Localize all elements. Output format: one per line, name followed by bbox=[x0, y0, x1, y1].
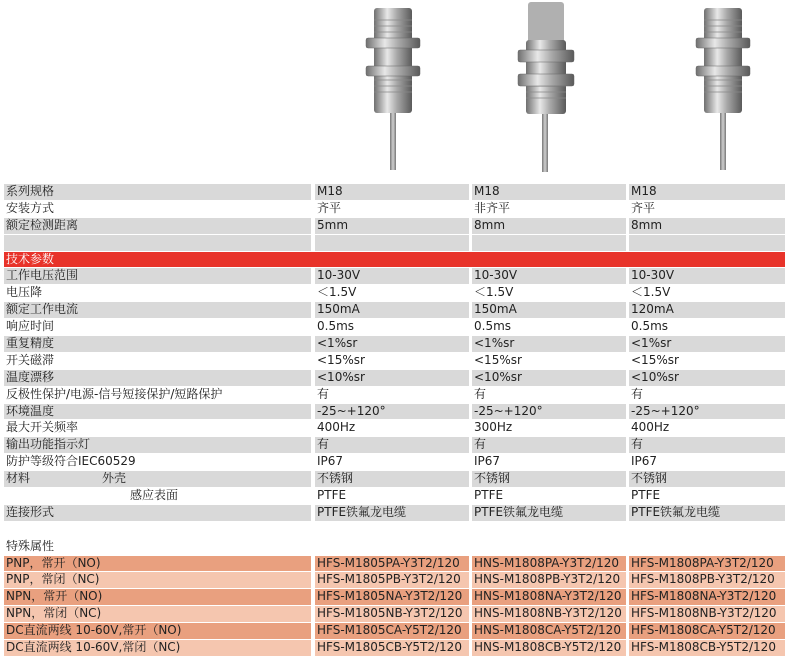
row-value: 8mm bbox=[472, 218, 626, 234]
row-value: 齐平 bbox=[315, 201, 469, 217]
row-value: 150mA bbox=[472, 302, 626, 318]
row-value: 150mA bbox=[315, 302, 469, 318]
row-label: DC直流两线 10-60V,常开（NO) bbox=[4, 623, 311, 639]
row-value: HNS-M1808PB-Y3T2/120 bbox=[472, 572, 626, 588]
row-value: M18 bbox=[472, 184, 626, 200]
table-row bbox=[4, 454, 785, 471]
table-row bbox=[4, 488, 785, 505]
row-value: 400Hz bbox=[629, 420, 785, 436]
row-value: 有 bbox=[629, 387, 785, 403]
table-row bbox=[4, 404, 785, 421]
row-value: -25~+120° bbox=[629, 404, 785, 420]
row-label: PNP，常开（NO) bbox=[4, 556, 311, 572]
sensor-image-flush-8mm bbox=[684, 0, 764, 180]
row-label bbox=[4, 522, 311, 538]
row-value: HFS-M1808CA-Y5T2/120 bbox=[629, 623, 785, 639]
row-label: 额定工作电流 bbox=[4, 302, 311, 318]
table-row bbox=[4, 235, 785, 252]
row-value: HFS-M1805CA-Y5T2/120 bbox=[315, 623, 469, 639]
row-value: HNS-M1808CB-Y5T2/120 bbox=[472, 640, 626, 656]
table-row bbox=[4, 201, 785, 218]
row-value: 齐平 bbox=[629, 201, 785, 217]
row-value bbox=[472, 522, 626, 538]
row-value: HFS-M1808PB-Y3T2/120 bbox=[629, 572, 785, 588]
row-label: 电压降 bbox=[4, 285, 311, 301]
row-value: IP67 bbox=[472, 454, 626, 470]
row-label: 温度漂移 bbox=[4, 370, 311, 386]
row-label: 技术参数 bbox=[4, 252, 785, 268]
sensor-image-nonflush bbox=[506, 0, 586, 180]
row-value: HFS-M1805PA-Y3T2/120 bbox=[315, 556, 469, 572]
row-value bbox=[472, 235, 626, 251]
table-row bbox=[4, 437, 785, 454]
row-label: 连接形式 bbox=[4, 505, 311, 521]
table-row bbox=[4, 505, 785, 522]
row-value: HFS-M1808CB-Y5T2/120 bbox=[629, 640, 785, 656]
row-value: -25~+120° bbox=[472, 404, 626, 420]
row-value: -25~+120° bbox=[315, 404, 469, 420]
row-value: PTFE bbox=[472, 488, 626, 504]
row-value: IP67 bbox=[629, 454, 785, 470]
table-row bbox=[4, 572, 785, 589]
table-row bbox=[4, 640, 785, 657]
row-value: ＜1.5V bbox=[472, 285, 626, 301]
row-value: PTFE bbox=[315, 488, 469, 504]
table-row bbox=[4, 218, 785, 235]
row-value: HFS-M1808NA-Y3T2/120 bbox=[629, 589, 785, 605]
row-value: 5mm bbox=[315, 218, 469, 234]
row-value: HNS-M1808NA-Y3T2/120 bbox=[472, 589, 626, 605]
row-value: PTFE铁氟龙电缆 bbox=[472, 505, 626, 521]
row-value: 有 bbox=[315, 387, 469, 403]
row-value: HFS-M1805NB-Y3T2/120 bbox=[315, 606, 469, 622]
row-value: 10-30V bbox=[472, 268, 626, 284]
row-value: ＜1.5V bbox=[315, 285, 469, 301]
row-label: DC直流两线 10-60V,常闭（NC) bbox=[4, 640, 311, 656]
row-value: <10%sr bbox=[315, 370, 469, 386]
row-value: 有 bbox=[629, 437, 785, 453]
row-value: 0.5ms bbox=[315, 319, 469, 335]
row-label: 工作电压范围 bbox=[4, 268, 311, 284]
table-row bbox=[4, 302, 785, 319]
row-value: 10-30V bbox=[315, 268, 469, 284]
row-value: 有 bbox=[472, 387, 626, 403]
row-value: M18 bbox=[315, 184, 469, 200]
row-value: M18 bbox=[629, 184, 785, 200]
row-value: IP67 bbox=[315, 454, 469, 470]
spec-table bbox=[4, 184, 785, 657]
row-label bbox=[4, 235, 311, 251]
row-value bbox=[629, 235, 785, 251]
table-row bbox=[4, 589, 785, 606]
row-value: HFS-M1808NB-Y3T2/120 bbox=[629, 606, 785, 622]
table-row bbox=[4, 268, 785, 285]
table-row bbox=[4, 319, 785, 336]
row-label: 环境温度 bbox=[4, 404, 311, 420]
row-value: ＜1.5V bbox=[629, 285, 785, 301]
row-label: 输出功能指示灯 bbox=[4, 437, 311, 453]
row-value: HFS-M1805PB-Y3T2/120 bbox=[315, 572, 469, 588]
row-value: HFS-M1805NA-Y3T2/120 bbox=[315, 589, 469, 605]
row-value: 8mm bbox=[629, 218, 785, 234]
row-value: <15%sr bbox=[315, 353, 469, 369]
table-row bbox=[4, 285, 785, 302]
row-value: 0.5ms bbox=[472, 319, 626, 335]
row-sublabel: 外壳 bbox=[102, 471, 127, 486]
row-value bbox=[629, 522, 785, 538]
row-value: 0.5ms bbox=[629, 319, 785, 335]
row-label: 反极性保护/电源-信号短接保护/短路保护 bbox=[4, 387, 311, 403]
table-row bbox=[4, 370, 785, 387]
row-value: 120mA bbox=[629, 302, 785, 318]
row-value: 300Hz bbox=[472, 420, 626, 436]
table-row bbox=[4, 606, 785, 623]
row-value: 有 bbox=[472, 437, 626, 453]
row-value: 不锈钢 bbox=[472, 471, 626, 487]
row-value: 400Hz bbox=[315, 420, 469, 436]
row-value: <15%sr bbox=[629, 353, 785, 369]
row-label: 额定检测距离 bbox=[4, 218, 311, 234]
row-value bbox=[315, 235, 469, 251]
table-row bbox=[4, 420, 785, 437]
row-value: PTFE铁氟龙电缆 bbox=[315, 505, 469, 521]
row-sublabel: 感应表面 bbox=[130, 488, 179, 503]
table-row bbox=[4, 471, 785, 488]
table-row bbox=[4, 623, 785, 640]
row-label: NPN，常闭（NC) bbox=[4, 606, 311, 622]
row-value: <15%sr bbox=[472, 353, 626, 369]
row-value: <1%sr bbox=[629, 336, 785, 352]
table-row bbox=[4, 184, 785, 201]
row-value: HNS-M1808CA-Y5T2/120 bbox=[472, 623, 626, 639]
row-value: PTFE bbox=[629, 488, 785, 504]
row-value: HFS-M1805CB-Y5T2/120 bbox=[315, 640, 469, 656]
table-row bbox=[4, 387, 785, 404]
row-label: 响应时间 bbox=[4, 319, 311, 335]
row-value: 10-30V bbox=[629, 268, 785, 284]
row-value: <10%sr bbox=[629, 370, 785, 386]
row-value: HFS-M1808PA-Y3T2/120 bbox=[629, 556, 785, 572]
row-value: 非齐平 bbox=[472, 201, 626, 217]
row-label: 重复精度 bbox=[4, 336, 311, 352]
row-value: 有 bbox=[315, 437, 469, 453]
table-row bbox=[4, 252, 785, 269]
row-value: PTFE铁氟龙电缆 bbox=[629, 505, 785, 521]
sensor-image-flush bbox=[354, 0, 434, 180]
row-label: 特殊属性 bbox=[4, 539, 785, 555]
table-row bbox=[4, 539, 785, 556]
table-row bbox=[4, 522, 785, 539]
row-value: HNS-M1808PA-Y3T2/120 bbox=[472, 556, 626, 572]
row-value: 不锈钢 bbox=[315, 471, 469, 487]
row-label: 安装方式 bbox=[4, 201, 311, 217]
row-value: <1%sr bbox=[315, 336, 469, 352]
row-label: 材料 bbox=[4, 471, 311, 487]
row-label: 开关磁滞 bbox=[4, 353, 311, 369]
row-label: NPN，常开（NO) bbox=[4, 589, 311, 605]
row-label: 最大开关频率 bbox=[4, 420, 311, 436]
table-row bbox=[4, 353, 785, 370]
row-value: 不锈钢 bbox=[629, 471, 785, 487]
row-value bbox=[315, 522, 469, 538]
table-row bbox=[4, 556, 785, 573]
row-value: <10%sr bbox=[472, 370, 626, 386]
product-images bbox=[0, 0, 787, 180]
row-value: HNS-M1808NB-Y3T2/120 bbox=[472, 606, 626, 622]
row-label: 防护等级符合IEC60529 bbox=[4, 454, 311, 470]
table-row bbox=[4, 336, 785, 353]
row-value: <1%sr bbox=[472, 336, 626, 352]
row-label: PNP，常闭（NC) bbox=[4, 572, 311, 588]
row-label: 系列规格 bbox=[4, 184, 311, 200]
